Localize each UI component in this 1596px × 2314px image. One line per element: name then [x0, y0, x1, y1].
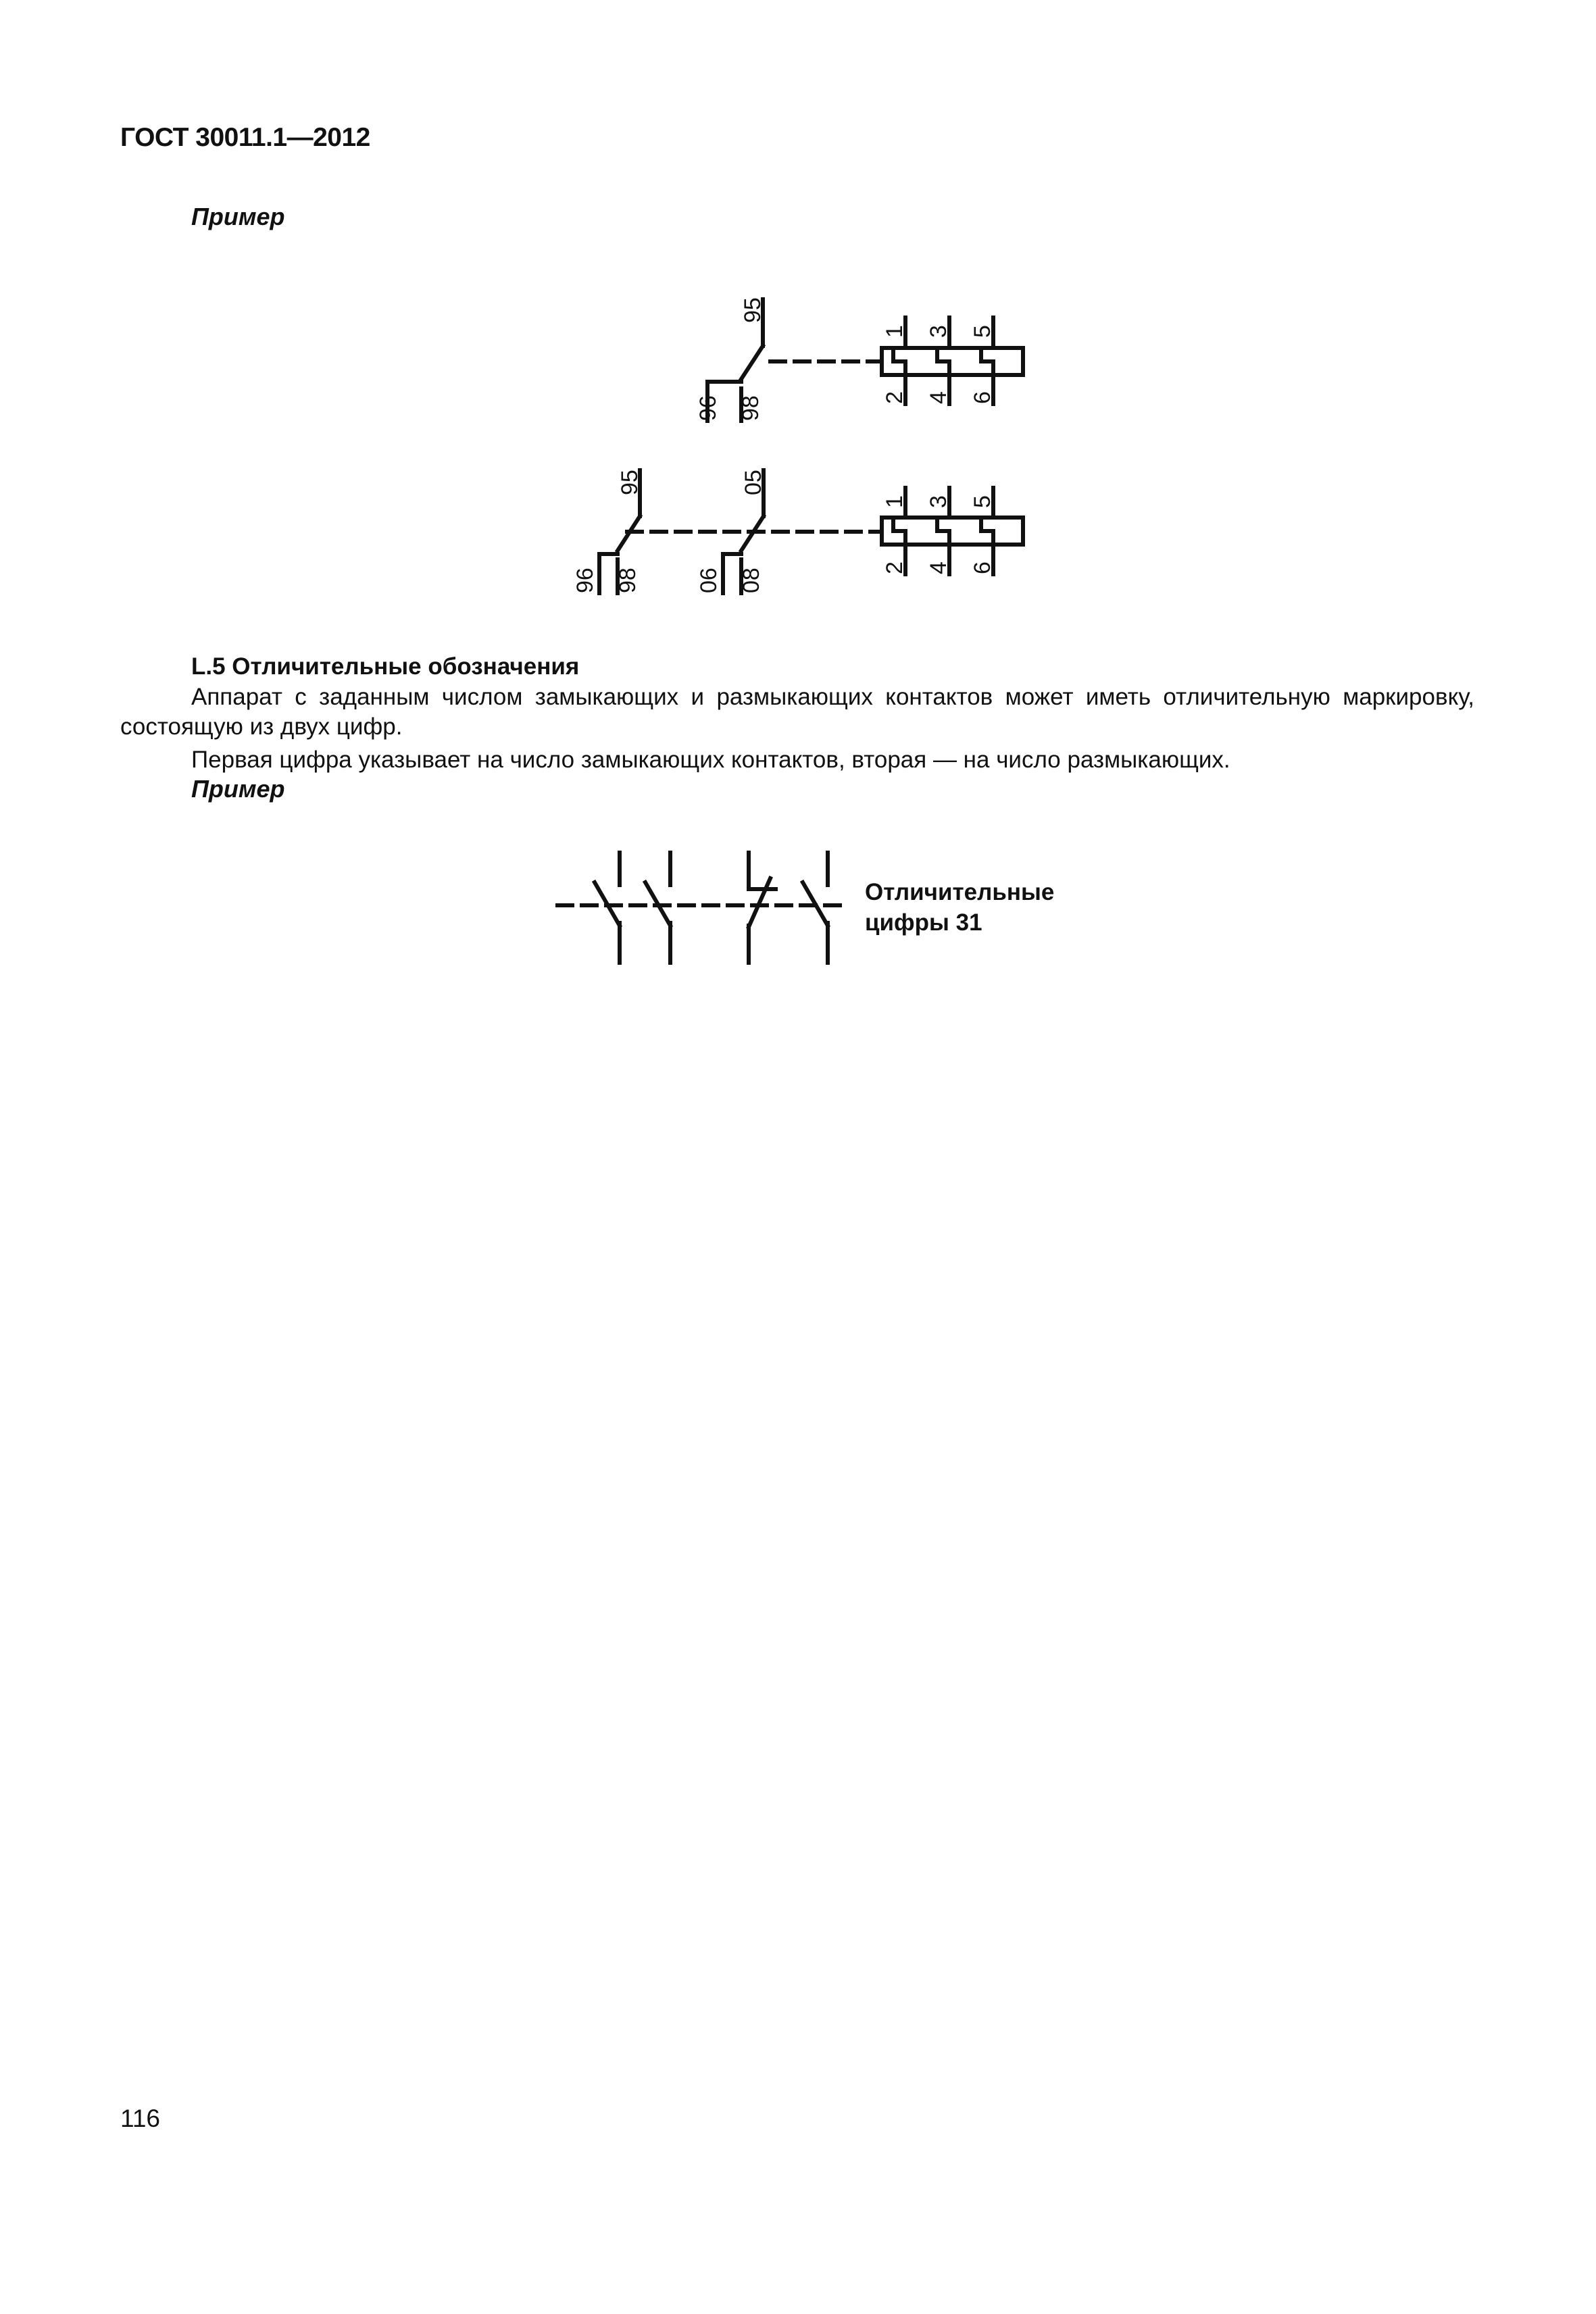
label-bottom-main-4: 4 [926, 561, 951, 574]
paragraph-1: Аппарат с заданным числом замыкающих и размыкающих контактов может иметь отличительную маркировку, состоящую из двух цифр. [120, 684, 1474, 740]
label-top-main-2: 2 [882, 391, 907, 404]
label-top-aux-98: 98 [738, 395, 764, 421]
label-top-main-5: 5 [970, 325, 995, 338]
label-bottom-main-1: 1 [882, 495, 907, 508]
label-bottom-aux2-05: 05 [741, 470, 766, 495]
section-title: L.5 Отличительные обозначения [191, 653, 580, 680]
label-top-main-4: 4 [926, 391, 951, 404]
label-top-main-1: 1 [882, 325, 907, 338]
label-bottom-main-2: 2 [882, 561, 907, 574]
label-bottom-main-5: 5 [970, 495, 995, 508]
label-bottom-main-6: 6 [970, 561, 995, 574]
label-top-main-3: 3 [926, 325, 951, 338]
document-header: ГОСТ 30011.1—2012 [120, 123, 370, 152]
label-bottom-aux2-06: 06 [696, 568, 722, 593]
label-bottom-aux1-98: 98 [615, 568, 641, 593]
page-number: 116 [120, 2105, 160, 2132]
example-label-1: Пример [191, 203, 285, 230]
paragraph-2: Первая цифра указывает на число замыкающих контактов, вторая — на число размыкающих. [191, 747, 1230, 773]
label-bottom-main-3: 3 [926, 495, 951, 508]
label-bottom-aux2-08: 08 [739, 568, 764, 593]
label-top-aux-96: 96 [695, 395, 721, 421]
label-bottom-aux1-95: 95 [617, 470, 643, 495]
label-top-main-6: 6 [970, 391, 995, 404]
label-bottom-aux1-96: 96 [572, 568, 598, 593]
caption-line-2: цифры 31 [865, 909, 982, 936]
caption-line-1: Отличительные [865, 879, 1055, 905]
label-top-aux-95: 95 [740, 297, 766, 323]
example-label-2: Пример [191, 775, 285, 803]
